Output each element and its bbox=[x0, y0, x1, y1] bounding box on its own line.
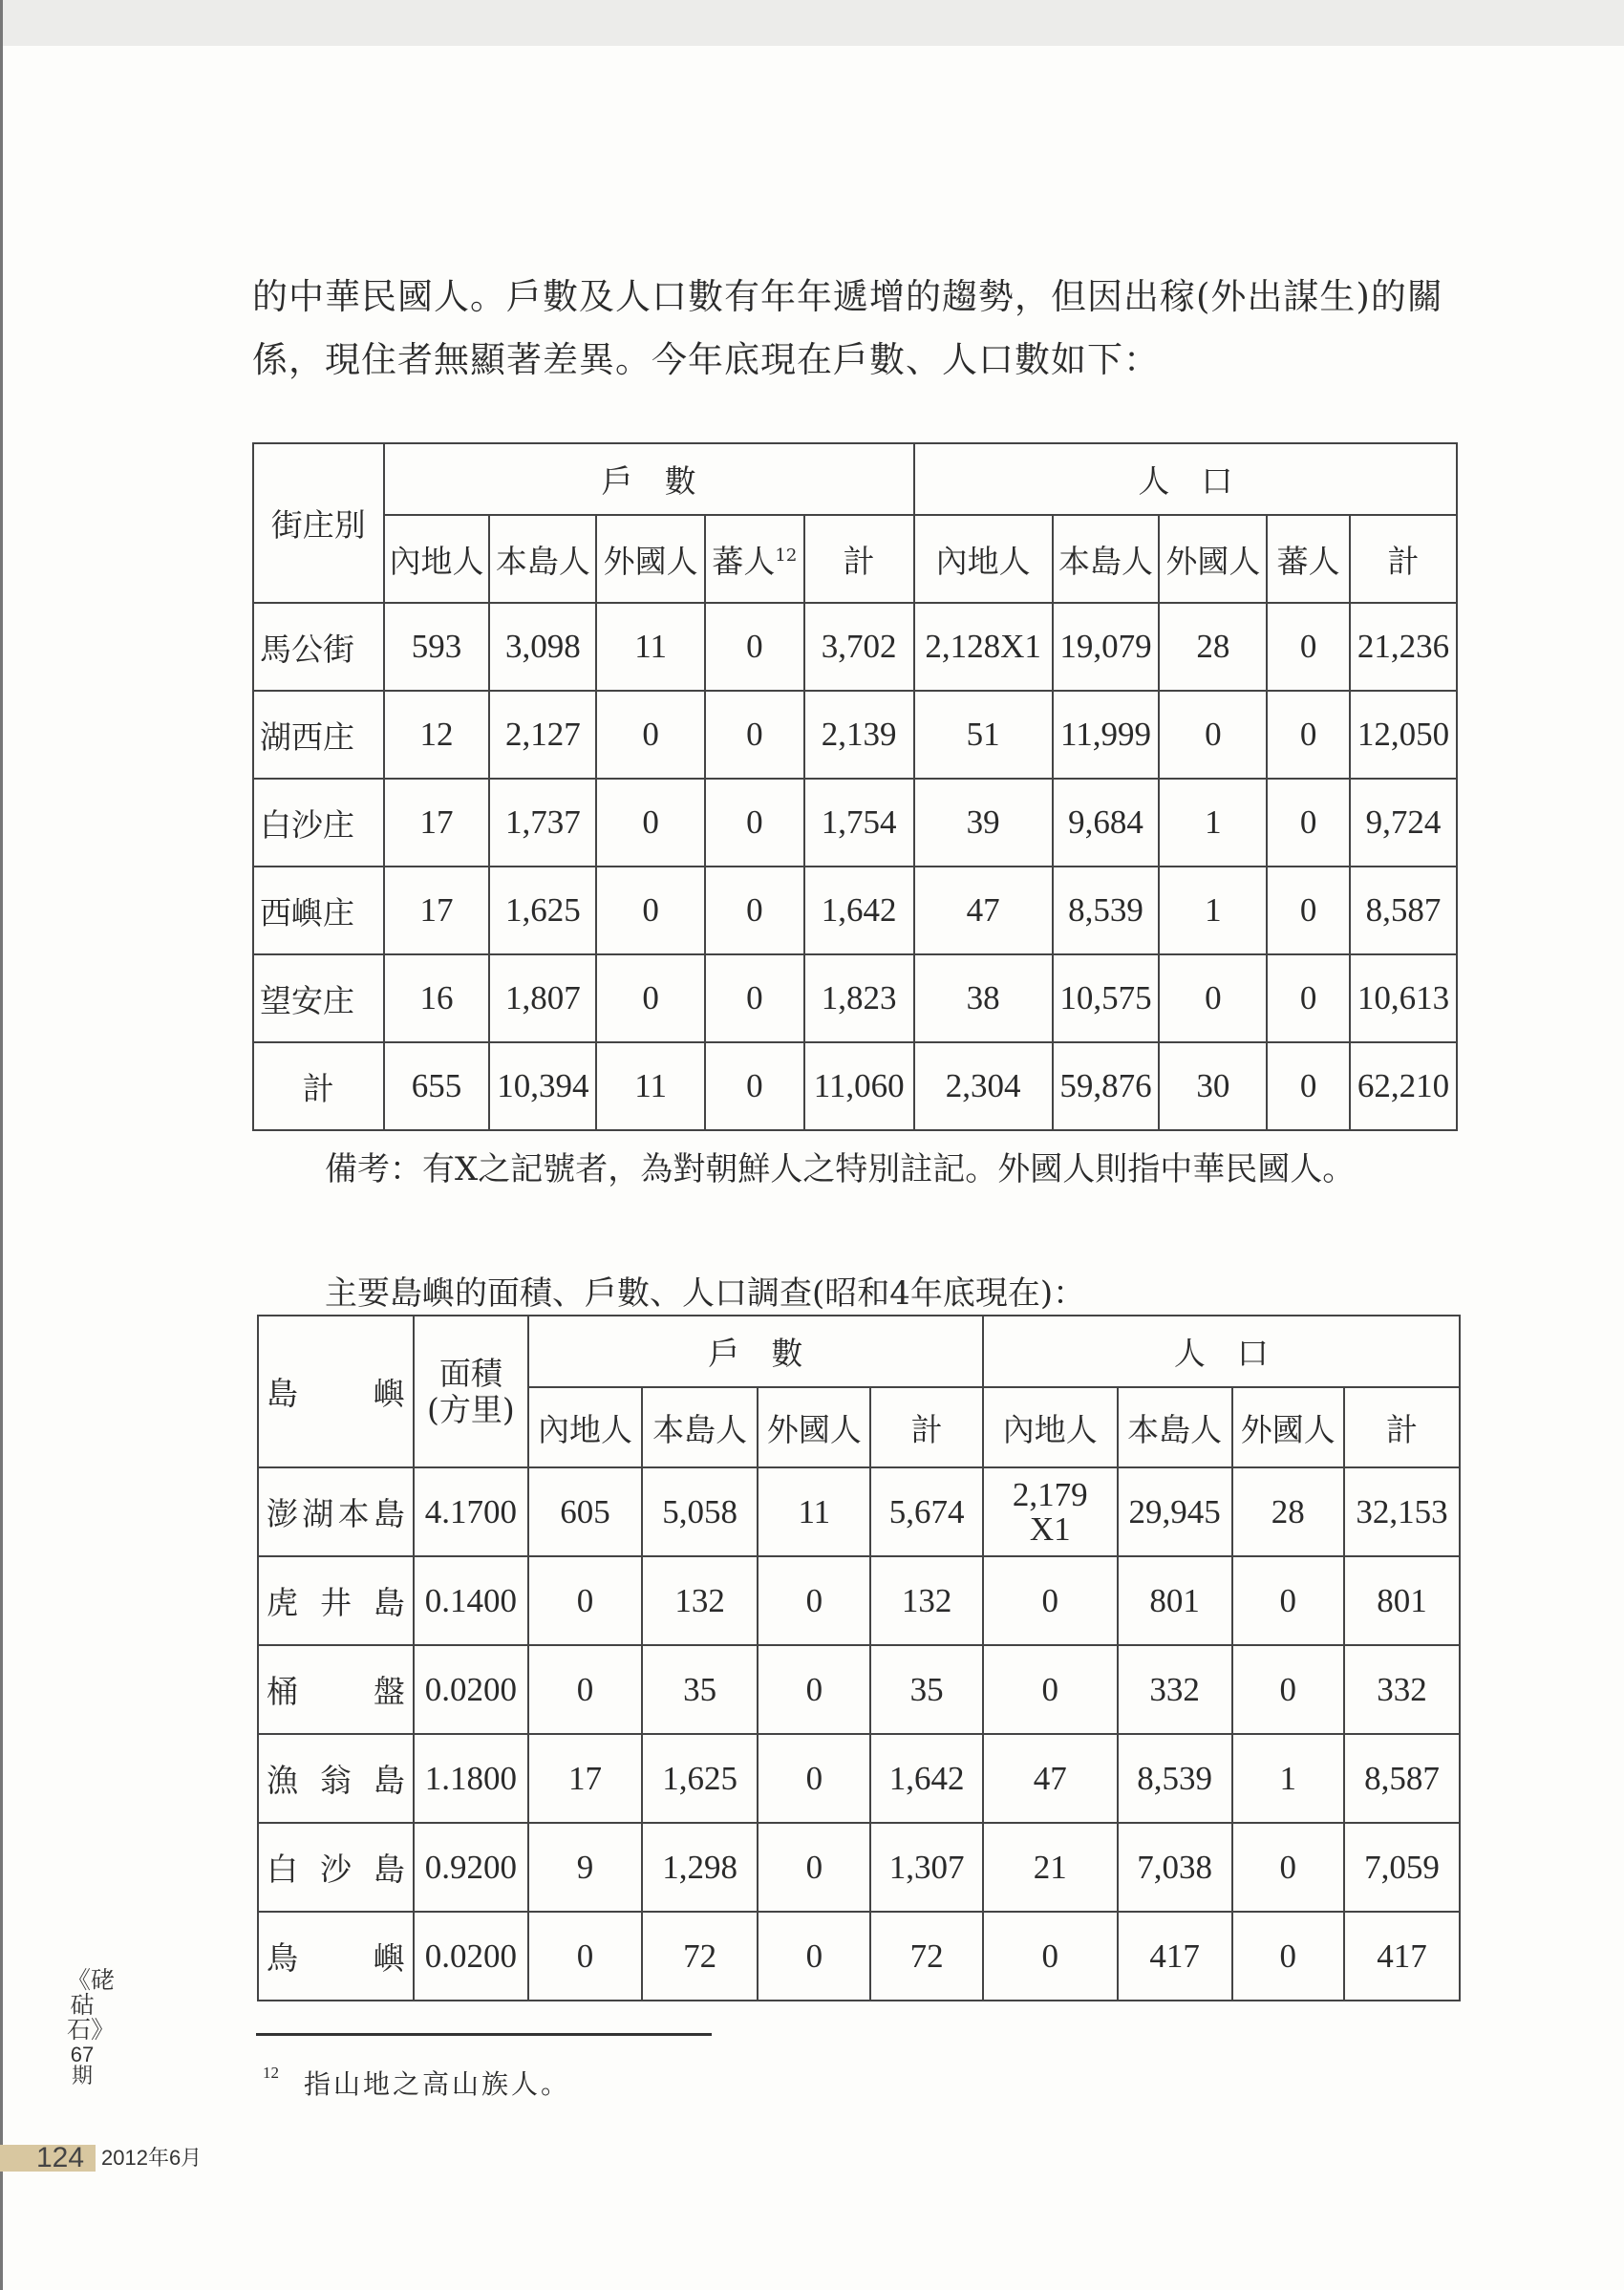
table-row bbox=[258, 1645, 1460, 1734]
table-cell: 17 bbox=[384, 867, 490, 954]
scan-top-band bbox=[0, 0, 1624, 46]
table-cell: 801 bbox=[1344, 1556, 1460, 1645]
table-cell: 417 bbox=[1118, 1912, 1232, 2001]
subheader-population-3: 蕃人 bbox=[1267, 515, 1350, 603]
row-label: 鳥嶼 bbox=[258, 1912, 414, 2001]
table-cell: 11 bbox=[596, 1042, 705, 1130]
journal-title: 《硓𥑮石》 bbox=[67, 1966, 116, 2044]
table-cell: 28 bbox=[1159, 603, 1267, 691]
row-label: 望安庄 bbox=[253, 954, 384, 1042]
table-note: 備考：有X之記號者，為對朝鮮人之特別註記。外國人則指中華民國人。 bbox=[325, 1150, 1356, 1188]
table-cell: 4.1700 bbox=[414, 1467, 528, 1556]
table-cell: 47 bbox=[914, 867, 1053, 954]
header-island: 島 嶼 bbox=[258, 1316, 414, 1467]
subheader-households-0 bbox=[384, 515, 490, 603]
subheader-population-1: 本島人 bbox=[1118, 1387, 1232, 1467]
table-cell: 0 bbox=[705, 867, 804, 954]
table-cell: 0 bbox=[705, 603, 804, 691]
table-cell: 0.9200 bbox=[414, 1823, 528, 1912]
footnote-ref: 12 bbox=[775, 545, 798, 566]
subheader-population-2: 外國人 bbox=[1232, 1387, 1344, 1467]
table-cell: 2,179 X1 bbox=[983, 1467, 1118, 1556]
table-cell: 1,754 bbox=[804, 779, 914, 867]
table-cell: 0 bbox=[1267, 691, 1350, 779]
table-cell: 0 bbox=[705, 954, 804, 1042]
row-label: 西嶼庄 bbox=[253, 867, 384, 954]
table-cell: 5,058 bbox=[642, 1467, 758, 1556]
table-cell: 0 bbox=[758, 1823, 870, 1912]
subheader-households-2 bbox=[596, 515, 705, 603]
table-cell: 0 bbox=[1267, 603, 1350, 691]
table-cell: 0 bbox=[596, 954, 705, 1042]
table-cell: 39 bbox=[914, 779, 1053, 867]
subheader-households-2: 外國人 bbox=[758, 1387, 870, 1467]
table-cell: 59,876 bbox=[1053, 1042, 1160, 1130]
issue-number: 67期 bbox=[70, 2043, 95, 2087]
table-row bbox=[258, 1823, 1460, 1912]
table-cell: 0 bbox=[758, 1912, 870, 2001]
table-row bbox=[258, 1734, 1460, 1823]
household-population-table bbox=[252, 442, 1458, 1131]
table-cell: 51 bbox=[914, 691, 1053, 779]
issue-date: 2012年6月 bbox=[101, 2146, 203, 2170]
subheader-label: 內地人 bbox=[389, 542, 484, 580]
table-cell: 0 bbox=[758, 1734, 870, 1823]
table-cell: 1,307 bbox=[870, 1823, 982, 1912]
table-cell: 0 bbox=[758, 1645, 870, 1734]
table-cell: 0.0200 bbox=[414, 1912, 528, 2001]
table-cell: 17 bbox=[384, 779, 490, 867]
header-households: 戶 數 bbox=[528, 1316, 983, 1387]
table-cell: 132 bbox=[870, 1556, 982, 1645]
table-cell: 72 bbox=[870, 1912, 982, 2001]
table-cell: 12 bbox=[384, 691, 490, 779]
table-cell: 0 bbox=[1267, 954, 1350, 1042]
margin-column bbox=[67, 1966, 116, 2087]
table-cell: 3,098 bbox=[489, 603, 596, 691]
subheader-population-0: 內地人 bbox=[983, 1387, 1118, 1467]
page-number: 124 bbox=[36, 2142, 85, 2173]
table-cell: 1,642 bbox=[804, 867, 914, 954]
table-cell: 9,724 bbox=[1350, 779, 1457, 867]
table-cell: 29,945 bbox=[1118, 1467, 1232, 1556]
table-cell: 11,999 bbox=[1053, 691, 1160, 779]
table-cell: 1.1800 bbox=[414, 1734, 528, 1823]
table-cell: 30 bbox=[1159, 1042, 1267, 1130]
table-cell: 9,684 bbox=[1053, 779, 1160, 867]
table-cell: 0 bbox=[705, 779, 804, 867]
table-cell: 1,807 bbox=[489, 954, 596, 1042]
subheader-households-1: 本島人 bbox=[642, 1387, 758, 1467]
table-cell: 0 bbox=[1232, 1912, 1344, 2001]
table-row bbox=[253, 954, 1457, 1042]
table-cell: 1,737 bbox=[489, 779, 596, 867]
table-row bbox=[258, 1912, 1460, 2001]
table-cell: 1 bbox=[1159, 867, 1267, 954]
table-cell: 47 bbox=[983, 1734, 1118, 1823]
table-cell: 0.1400 bbox=[414, 1556, 528, 1645]
table-cell: 72 bbox=[642, 1912, 758, 2001]
table-cell: 0 bbox=[1159, 691, 1267, 779]
table-cell: 19,079 bbox=[1053, 603, 1160, 691]
subheader-households-3 bbox=[705, 515, 804, 603]
table-cell: 0 bbox=[1267, 1042, 1350, 1130]
table-cell: 1,823 bbox=[804, 954, 914, 1042]
table-cell: 0 bbox=[1232, 1645, 1344, 1734]
subheader-population-3: 計 bbox=[1344, 1387, 1460, 1467]
table-cell: 38 bbox=[914, 954, 1053, 1042]
row-label: 澎湖本島 bbox=[258, 1467, 414, 1556]
subheader-population-1: 本島人 bbox=[1053, 515, 1160, 603]
table-cell: 7,059 bbox=[1344, 1823, 1460, 1912]
table-cell: 8,539 bbox=[1053, 867, 1160, 954]
table-cell: 0 bbox=[528, 1556, 642, 1645]
table-cell: 801 bbox=[1118, 1556, 1232, 1645]
table-cell: 11,060 bbox=[804, 1042, 914, 1130]
subheader-households-4 bbox=[804, 515, 914, 603]
table-cell: 0 bbox=[1232, 1556, 1344, 1645]
table-row bbox=[253, 1042, 1457, 1130]
table-cell: 1 bbox=[1159, 779, 1267, 867]
table-cell: 0 bbox=[983, 1912, 1118, 2001]
table-row bbox=[253, 603, 1457, 691]
header-area: 面積 (方里) bbox=[414, 1316, 528, 1467]
subheader-label: 外國人 bbox=[603, 542, 698, 580]
table-cell: 0.0200 bbox=[414, 1645, 528, 1734]
table-cell: 21 bbox=[983, 1823, 1118, 1912]
row-label: 白沙庄 bbox=[253, 779, 384, 867]
table-cell: 332 bbox=[1118, 1645, 1232, 1734]
island-survey-table bbox=[257, 1315, 1461, 2001]
body-paragraph: 的中華民國人。戶數及人口數有年年遞增的趨勢，但因出稼(外出謀生)的關係，現住者無顯著差異。今年底現在戶數、人口數如下： bbox=[252, 276, 1443, 380]
footnote-number: 12 bbox=[263, 2064, 279, 2082]
table-cell: 417 bbox=[1344, 1912, 1460, 2001]
table-cell: 2,139 bbox=[804, 691, 914, 779]
table-cell: 8,587 bbox=[1350, 867, 1457, 954]
table-row bbox=[253, 779, 1457, 867]
row-label: 馬公街 bbox=[253, 603, 384, 691]
table-cell: 0 bbox=[1232, 1823, 1344, 1912]
table-cell: 8,539 bbox=[1118, 1734, 1232, 1823]
table-cell: 1,625 bbox=[489, 867, 596, 954]
table-cell: 0 bbox=[596, 779, 705, 867]
table-cell: 0 bbox=[705, 691, 804, 779]
table-cell: 332 bbox=[1344, 1645, 1460, 1734]
table-cell: 11 bbox=[758, 1467, 870, 1556]
table-cell: 16 bbox=[384, 954, 490, 1042]
subheader-label: 蕃人 bbox=[712, 542, 776, 580]
table-cell: 0 bbox=[758, 1556, 870, 1645]
header-district: 街庄別 bbox=[253, 443, 384, 603]
table-cell: 655 bbox=[384, 1042, 490, 1130]
table-cell: 12,050 bbox=[1350, 691, 1457, 779]
subheader-label: 本島人 bbox=[495, 542, 590, 580]
table-cell: 10,394 bbox=[489, 1042, 596, 1130]
footnote-divider bbox=[256, 2033, 712, 2036]
table-cell: 1 bbox=[1232, 1734, 1344, 1823]
row-label: 計 bbox=[253, 1042, 384, 1130]
row-label: 虎井島 bbox=[258, 1556, 414, 1645]
table-cell: 8,587 bbox=[1344, 1734, 1460, 1823]
table-cell: 2,304 bbox=[914, 1042, 1053, 1130]
table-cell: 0 bbox=[1267, 779, 1350, 867]
table-cell: 10,613 bbox=[1350, 954, 1457, 1042]
row-label: 白沙島 bbox=[258, 1823, 414, 1912]
table-cell: 2,127 bbox=[489, 691, 596, 779]
table-cell: 1,625 bbox=[642, 1734, 758, 1823]
table-row bbox=[258, 1467, 1460, 1556]
table-cell: 7,038 bbox=[1118, 1823, 1232, 1912]
table-cell: 0 bbox=[1159, 954, 1267, 1042]
footnote-text: 指山地之高山族人。 bbox=[304, 2068, 571, 2100]
table-cell: 9 bbox=[528, 1823, 642, 1912]
subheader-households-3: 計 bbox=[870, 1387, 982, 1467]
table-cell: 2,128X1 bbox=[914, 603, 1053, 691]
table-cell: 5,674 bbox=[870, 1467, 982, 1556]
table-cell: 62,210 bbox=[1350, 1042, 1457, 1130]
scan-left-edge bbox=[0, 0, 3, 2290]
table2-title: 主要島嶼的面積、戶數、人口調查(昭和4年底現在)： bbox=[325, 1274, 1086, 1313]
row-label: 漁翁島 bbox=[258, 1734, 414, 1823]
header-population: 人 口 bbox=[914, 443, 1457, 515]
subheader-population-2: 外國人 bbox=[1159, 515, 1267, 603]
row-label: 湖西庄 bbox=[253, 691, 384, 779]
subheader-label: 計 bbox=[843, 542, 875, 580]
header-population: 人 口 bbox=[983, 1316, 1460, 1387]
subheader-households-0: 內地人 bbox=[528, 1387, 642, 1467]
table-cell: 0 bbox=[596, 867, 705, 954]
header-households: 戶 數 bbox=[384, 443, 914, 515]
table-row bbox=[253, 691, 1457, 779]
table-cell: 0 bbox=[705, 1042, 804, 1130]
subheader-population-0: 內地人 bbox=[914, 515, 1053, 603]
table-cell: 28 bbox=[1232, 1467, 1344, 1556]
subheader-population-4: 計 bbox=[1350, 515, 1457, 603]
table-cell: 0 bbox=[528, 1645, 642, 1734]
table-cell: 10,575 bbox=[1053, 954, 1160, 1042]
table-cell: 605 bbox=[528, 1467, 642, 1556]
table-row bbox=[253, 867, 1457, 954]
table-row bbox=[258, 1556, 1460, 1645]
table-cell: 132 bbox=[642, 1556, 758, 1645]
table-cell: 0 bbox=[1267, 867, 1350, 954]
table-cell: 1,298 bbox=[642, 1823, 758, 1912]
table-cell: 1,642 bbox=[870, 1734, 982, 1823]
table-cell: 0 bbox=[983, 1556, 1118, 1645]
subheader-households-1 bbox=[489, 515, 596, 603]
table-cell: 11 bbox=[596, 603, 705, 691]
row-label: 桶盤 bbox=[258, 1645, 414, 1734]
table-cell: 3,702 bbox=[804, 603, 914, 691]
table-cell: 0 bbox=[596, 691, 705, 779]
table-cell: 0 bbox=[983, 1645, 1118, 1734]
table-cell: 17 bbox=[528, 1734, 642, 1823]
table-cell: 35 bbox=[870, 1645, 982, 1734]
table-cell: 32,153 bbox=[1344, 1467, 1460, 1556]
table-cell: 0 bbox=[528, 1912, 642, 2001]
table-cell: 593 bbox=[384, 603, 490, 691]
table-cell: 35 bbox=[642, 1645, 758, 1734]
table-cell: 21,236 bbox=[1350, 603, 1457, 691]
